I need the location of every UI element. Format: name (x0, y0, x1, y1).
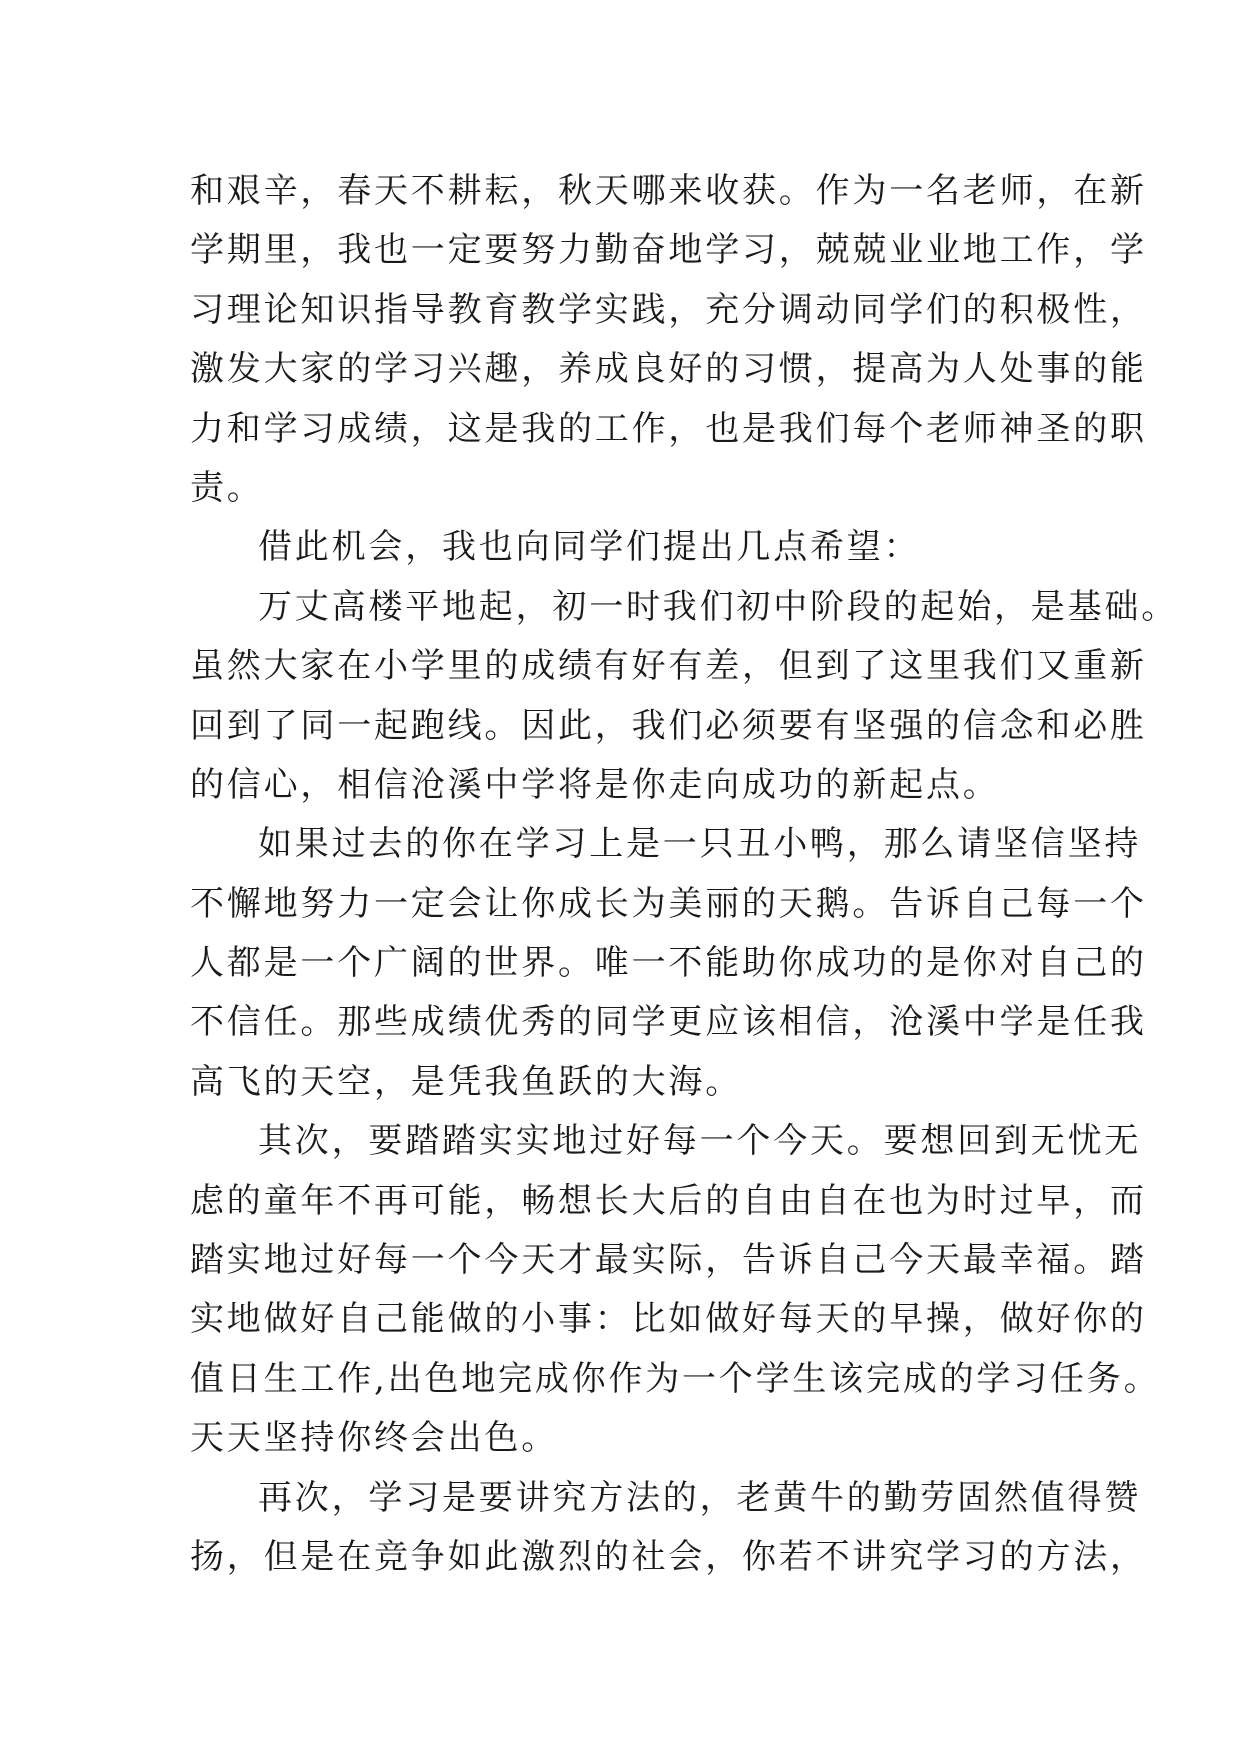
text-line: 激发大家的学习兴趣，养成良好的习惯，提高为人处事的能 (190, 349, 1147, 390)
paragraph-methods (190, 1469, 1147, 1588)
text-line: 的信心，相信沧溪中学将是你走向成功的新起点。 (190, 764, 1000, 805)
text-line: 其次，要踏踏实实地过好每一个今天。要想回到无忧无 (258, 1121, 1142, 1162)
text-line: 扬，但是在竞争如此激烈的社会，你若不讲究学习的方法， (190, 1536, 1147, 1577)
text-line: 万丈高楼平地起，初一时我们初中阶段的起始，是基础。 (258, 586, 1178, 627)
text-line: 借此机会，我也向同学们提出几点希望： (258, 527, 921, 568)
text-line: 高飞的天空，是凭我鱼跃的大海。 (190, 1061, 742, 1102)
text-line: 实地做好自己能做的小事：比如做好每天的早操，做好你的 (190, 1299, 1147, 1340)
text-line: 不懈地努力一定会让你成长为美丽的天鹅。告诉自己每一个 (190, 883, 1147, 924)
text-line: 习理论知识指导教育教学实践，充分调动同学们的积极性， (190, 289, 1147, 330)
text-line: 踏实地过好每一个今天才最实际，告诉自己今天最幸福。踏 (190, 1240, 1147, 1281)
paragraph-today (190, 1112, 1161, 1468)
text-line: 虽然大家在小学里的成绩有好有差，但到了这里我们又重新 (190, 646, 1147, 687)
text-line: 学期里，我也一定要努力勤奋地学习，兢兢业业地工作，学 (190, 230, 1147, 271)
text-line: 值日生工作,出色地完成你作为一个学生该完成的学习任务。 (190, 1358, 1161, 1399)
text-line: 和艰辛，春天不耕耘，秋天哪来收获。作为一名老师，在新 (190, 171, 1147, 211)
text-line: 力和学习成绩，这是我的工作，也是我们每个老师神圣的职 (190, 408, 1147, 449)
text-line: 不信任。那些成绩优秀的同学更应该相信，沧溪中学是任我 (190, 1002, 1147, 1043)
text-line: 责。 (190, 467, 264, 508)
paragraph-hopes-intro (190, 518, 1070, 577)
text-line: 人都是一个广阔的世界。唯一不能助你成功的是你对自己的 (190, 943, 1147, 984)
paragraph-continued (190, 162, 1147, 518)
paragraph-duckling (190, 815, 1147, 1112)
text-line: 回到了同一起跑线。因此，我们必须要有坚强的信念和必胜 (190, 705, 1147, 746)
text-line: 虑的童年不再可能，畅想长大后的自由自在也为时过早，而 (190, 1180, 1147, 1221)
text-line: 如果过去的你在学习上是一只丑小鸭，那么请坚信坚持 (258, 824, 1142, 865)
text-line: 再次，学习是要讲究方法的，老黄牛的勤劳固然值得赞 (258, 1477, 1142, 1518)
document-body (190, 162, 1178, 1587)
paragraph-foundation (190, 578, 1178, 816)
text-line: 天天坚持你终会出色。 (190, 1418, 558, 1459)
